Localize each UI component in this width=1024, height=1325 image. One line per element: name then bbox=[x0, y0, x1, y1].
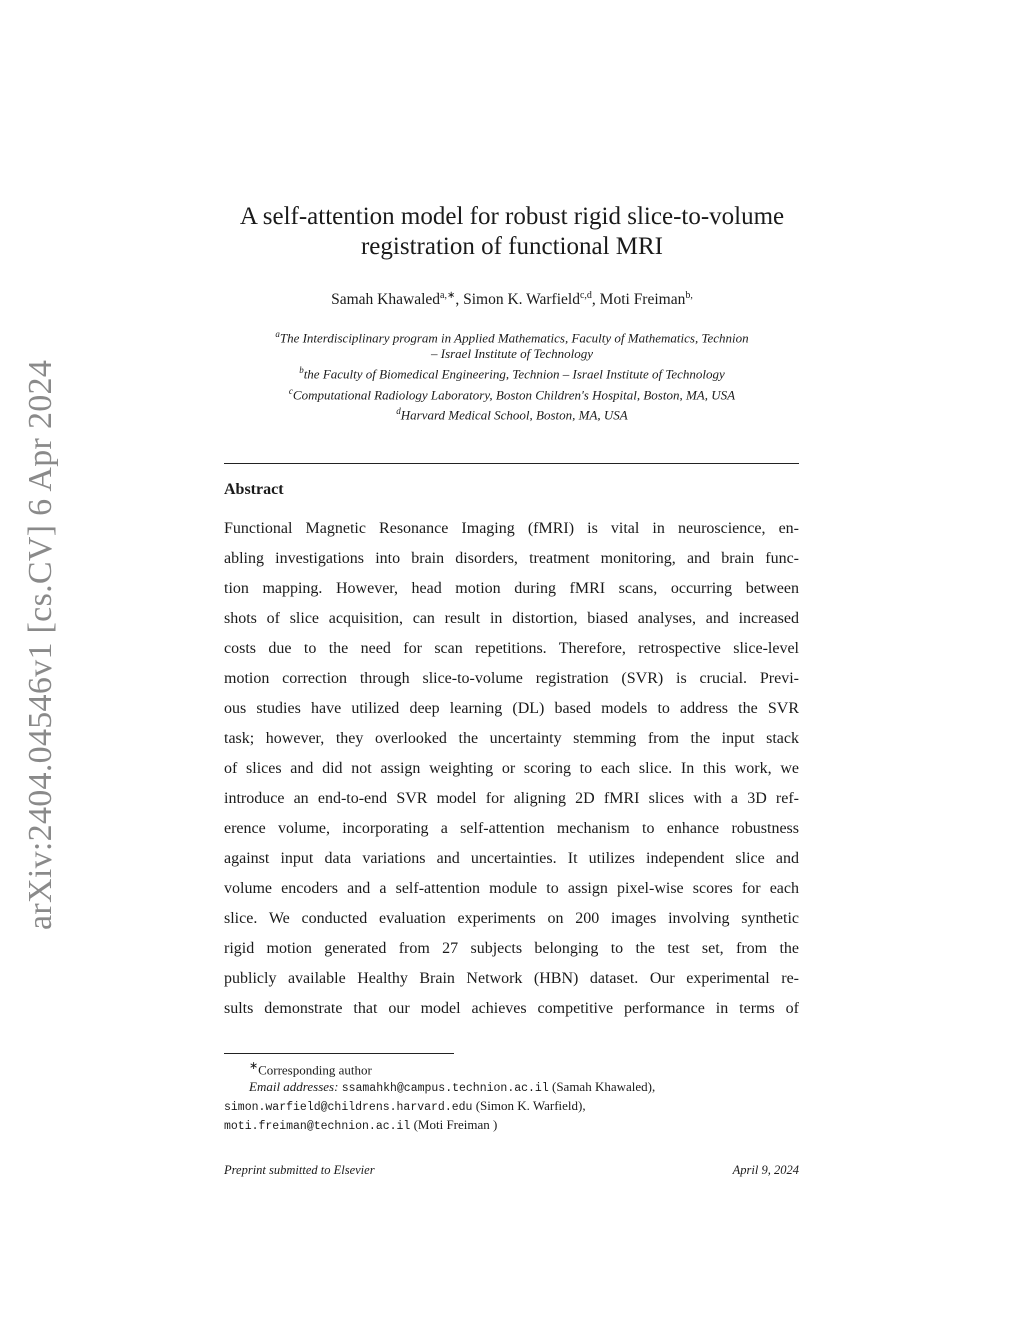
abstract-line: shots of slice acquisition, can result in distortion, biased analyses, and increased bbox=[224, 610, 799, 627]
email-link[interactable]: ssamahkh@campus.technion.ac.il bbox=[341, 1082, 549, 1096]
author-affil-sup: b, bbox=[685, 290, 693, 301]
email-note bbox=[224, 1078, 799, 1097]
preprint-footer: Preprint submitted to Elsevier bbox=[224, 1163, 375, 1177]
abstract-line: slice. We conducted evaluation experiments on 200 images involving synthetic bbox=[224, 910, 799, 927]
abstract-line: of slices and did not assign weighting or scoring to each slice. In this work, we bbox=[224, 760, 799, 777]
affiliation bbox=[200, 403, 824, 423]
corresponding-author-note bbox=[224, 1058, 799, 1078]
date-footer: April 9, 2024 bbox=[732, 1163, 799, 1177]
abstract-divider bbox=[224, 463, 799, 464]
abstract-line: publicly available Healthy Brain Network (HBN) dataset. Our experimental re- bbox=[224, 970, 799, 987]
title-line-1: A self-attention model for robust rigid slice-to-volume bbox=[239, 203, 785, 230]
abstract-line: motion correction through slice-to-volume registration (SVR) is crucial. Previ- bbox=[224, 670, 799, 687]
abstract-line: ous studies have utilized deep learning (DL) based models to address the SVR bbox=[224, 700, 799, 717]
affiliation-sup: b bbox=[299, 365, 304, 376]
abstract-line: Functional Magnetic Resonance Imaging (fMRI) is vital in neuroscience, en- bbox=[224, 520, 799, 537]
abstract-line: volume encoders and a self-attention module to assign pixel-wise scores for each bbox=[224, 880, 799, 897]
email-owner: (Moti Freiman ) bbox=[410, 1117, 498, 1133]
abstract-line: introduce an end-to-end SVR model for aligning 2D fMRI slices with a 3D ref- bbox=[224, 790, 799, 807]
author-name: Moti Freiman bbox=[599, 291, 686, 309]
affiliation-sup: d bbox=[396, 405, 401, 416]
author-name: Samah Khawaled bbox=[331, 291, 441, 309]
abstract-line: rigid motion generated from 27 subjects belonging to the test set, from the bbox=[224, 940, 799, 957]
affiliation bbox=[200, 362, 824, 382]
email-owner: (Samah Khawaled), bbox=[548, 1079, 656, 1095]
affiliation-list bbox=[200, 326, 824, 423]
affiliation-text: Harvard Medical School, Boston, MA, USA bbox=[400, 407, 628, 423]
affiliation-text: the Faculty of Biomedical Engineering, Technion – Israel Institute of Technology bbox=[303, 366, 725, 382]
arxiv-identifier: arXiv:2404.04546v1 [cs.CV] 6 Apr 2024 bbox=[22, 359, 59, 930]
affiliation-text: The Interdisciplinary program in Applied Mathematics, Faculty of Mathematics, Technion bbox=[279, 330, 749, 346]
footnotes bbox=[224, 1058, 799, 1135]
email-link[interactable]: moti.freiman@technion.ac.il bbox=[224, 1120, 411, 1134]
footnote-text: Corresponding author bbox=[258, 1062, 372, 1078]
email-owner: (Simon K. Warfield), bbox=[472, 1098, 586, 1114]
affiliation-sup: c bbox=[288, 385, 293, 396]
abstract-line: task; however, they overlooked the uncertainty stemming from the input stack bbox=[224, 730, 799, 747]
abstract-line: abling investigations into brain disorders, treatment monitoring, and brain func- bbox=[224, 550, 799, 567]
author-name: Simon K. Warfield bbox=[463, 291, 580, 309]
footnote-divider bbox=[224, 1053, 454, 1054]
author-affil-sup: a,∗ bbox=[440, 290, 456, 301]
email-label: Email addresses: bbox=[249, 1079, 339, 1095]
affiliation-text: Computational Radiology Laboratory, Boston Children's Hospital, Boston, MA, USA bbox=[292, 386, 736, 402]
author-affil-sup: c,d bbox=[579, 290, 592, 301]
abstract-line: tion mapping. However, head motion during fMRI scans, occurring between bbox=[224, 580, 799, 597]
footnote-mark: ∗ bbox=[249, 1060, 259, 1072]
abstract-line: costs due to the need for scan repetitions. Therefore, retrospective slice-level bbox=[224, 640, 799, 657]
paper-title bbox=[200, 202, 824, 262]
affiliation-continued: – Israel Institute of Technology bbox=[430, 346, 593, 362]
affiliation bbox=[200, 383, 824, 403]
affiliation bbox=[200, 326, 824, 346]
abstract-line: against input data variations and uncertainties. It utilizes independent slice and bbox=[224, 850, 799, 867]
abstract-line: erence volume, incorporating a self-attention mechanism to enhance robustness bbox=[224, 820, 799, 837]
abstract-line: sults demonstrate that our model achieves competitive performance in terms of bbox=[224, 1000, 799, 1017]
author-list: Samah Khawaled$^{a,∗}$, Simon K. Warfield$^{c,d}$, Moti Freiman$^{b,}$ bbox=[331, 290, 693, 309]
abstract-body bbox=[224, 514, 799, 1024]
email-note bbox=[224, 1097, 799, 1116]
affiliation-sup: a bbox=[275, 329, 280, 339]
email-note bbox=[224, 1116, 799, 1135]
abstract-heading: Abstract bbox=[224, 481, 284, 498]
title-line-2: registration of functional MRI bbox=[360, 233, 663, 260]
email-link[interactable]: simon.warfield@childrens.harvard.edu bbox=[224, 1101, 473, 1115]
